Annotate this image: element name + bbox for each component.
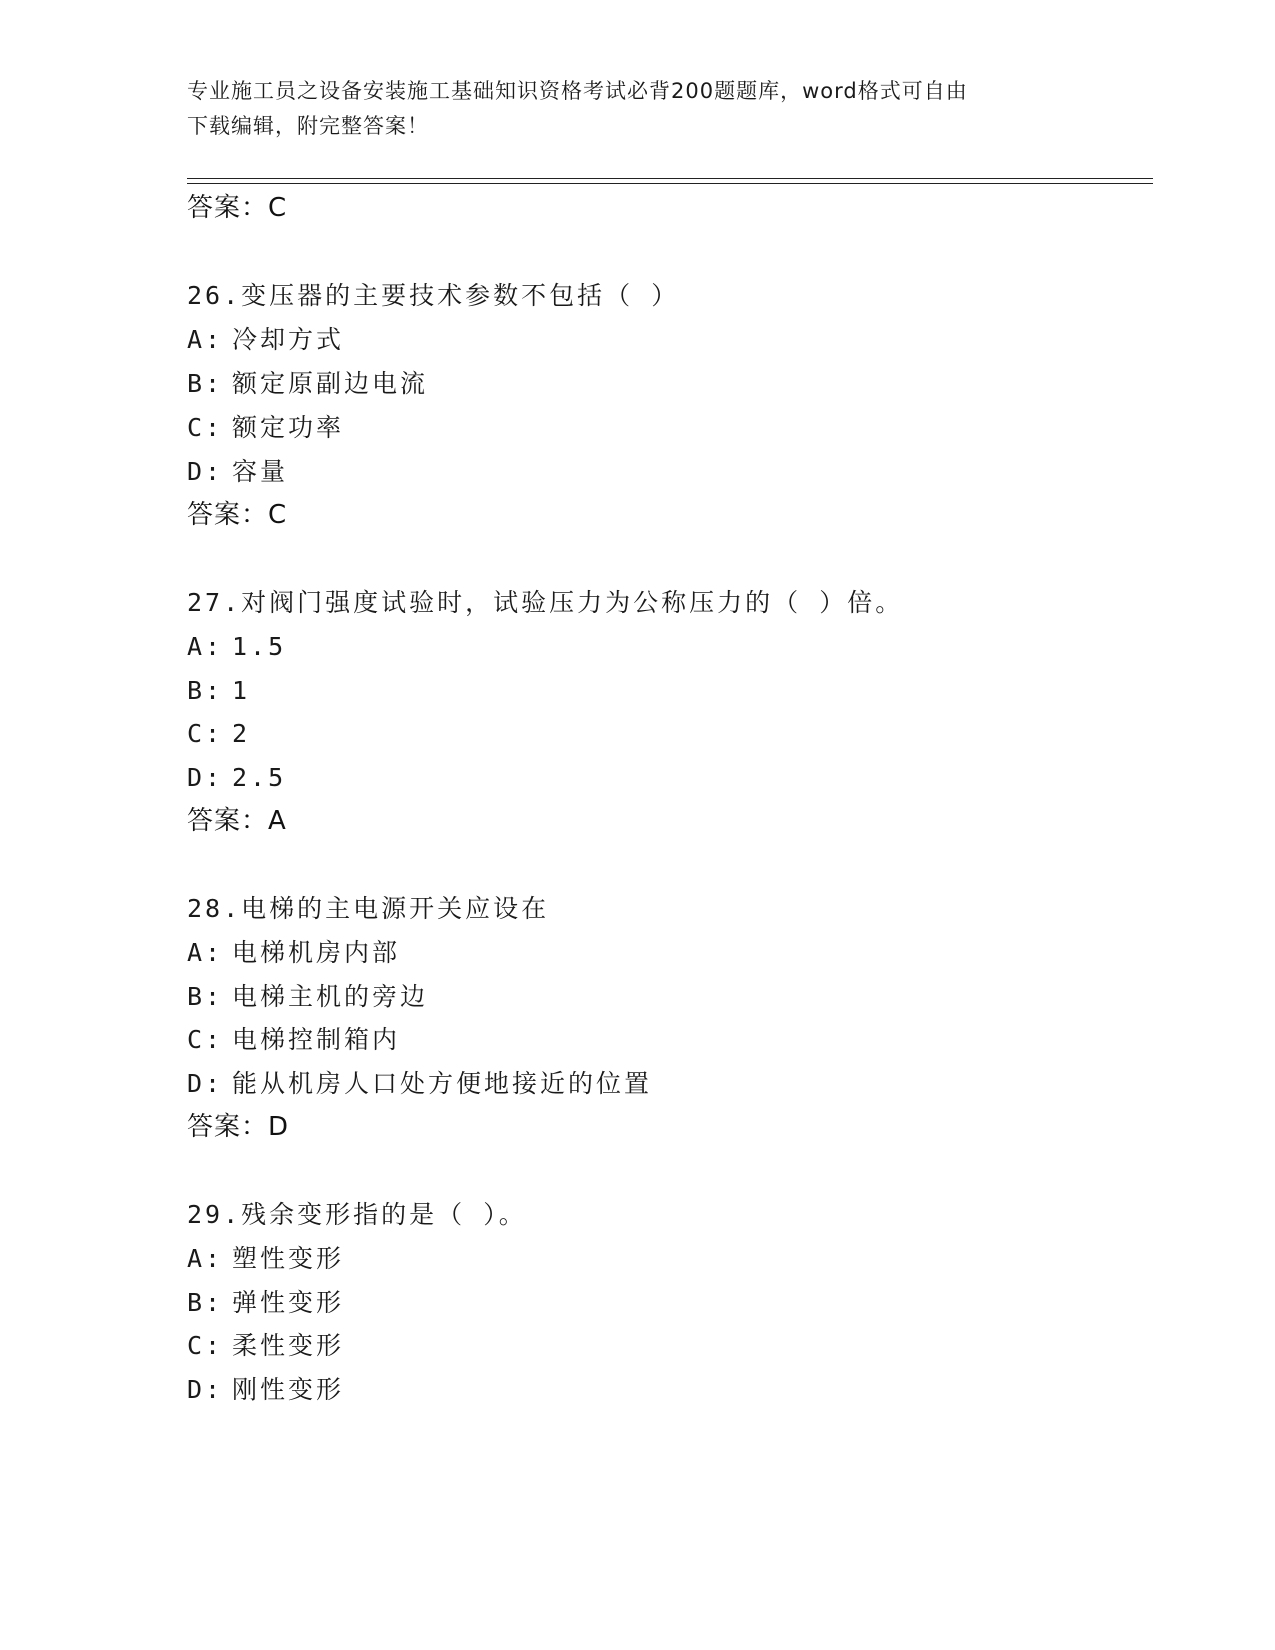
option-key: D: xyxy=(187,1069,224,1098)
header-line-2: 下载编辑，附完整答案！ xyxy=(187,114,429,138)
option-b xyxy=(187,982,428,1012)
option-text: 容量 xyxy=(232,457,289,486)
option-a xyxy=(187,938,400,968)
option-text: 电梯机房内部 xyxy=(232,938,401,967)
question-stem: 26.变压器的主要技术参数不包括（ ） xyxy=(187,281,680,310)
option-b xyxy=(187,676,250,706)
option-c xyxy=(187,1025,400,1055)
option-c xyxy=(187,413,344,443)
option-text: 弹性变形 xyxy=(232,1288,345,1317)
option-key: C: xyxy=(187,1025,224,1054)
answer-line: 答案：C xyxy=(187,500,288,530)
option-text: 1 xyxy=(232,676,251,705)
option-b xyxy=(187,369,428,399)
option-text: 能从机房人口处方便地接近的位置 xyxy=(232,1069,653,1098)
question-stem: 28.电梯的主电源开关应设在 xyxy=(187,894,550,923)
option-b xyxy=(187,1288,344,1318)
option-c xyxy=(187,1331,344,1361)
option-key: B: xyxy=(187,982,224,1011)
option-text: 额定原副边电流 xyxy=(232,369,429,398)
option-text: 2 xyxy=(232,719,251,748)
header-rule-top xyxy=(187,178,1153,179)
option-text: 塑性变形 xyxy=(232,1244,345,1273)
option-key: C: xyxy=(187,719,224,748)
option-key: D: xyxy=(187,1375,224,1404)
option-text: 刚性变形 xyxy=(232,1375,345,1404)
option-d xyxy=(187,1375,344,1405)
option-key: A: xyxy=(187,1244,224,1273)
option-key: B: xyxy=(187,1288,224,1317)
header-rule-bottom xyxy=(187,183,1153,184)
option-key: B: xyxy=(187,676,224,705)
document-header xyxy=(187,74,1087,144)
answer-line: 答案：D xyxy=(187,1112,290,1142)
option-text: 1.5 xyxy=(232,632,287,661)
option-a xyxy=(187,632,286,662)
option-key: C: xyxy=(187,1331,224,1360)
option-key: B: xyxy=(187,369,224,398)
option-a xyxy=(187,1244,344,1274)
option-text: 电梯控制箱内 xyxy=(232,1025,401,1054)
option-key: D: xyxy=(187,457,224,486)
option-text: 电梯主机的旁边 xyxy=(232,982,429,1011)
option-d xyxy=(187,457,288,487)
header-line-1: 专业施工员之设备安装施工基础知识资格考试必背200题题库，word格式可自由 xyxy=(187,79,968,103)
option-text: 2.5 xyxy=(232,763,287,792)
option-text: 额定功率 xyxy=(232,413,345,442)
option-key: C: xyxy=(187,413,224,442)
option-d xyxy=(187,1069,652,1099)
option-text: 冷却方式 xyxy=(232,325,345,354)
option-key: A: xyxy=(187,938,224,967)
answer-line: 答案：A xyxy=(187,806,287,836)
option-d xyxy=(187,763,286,793)
question-stem: 27.对阀门强度试验时，试验压力为公称压力的（ ）倍。 xyxy=(187,588,904,617)
option-c xyxy=(187,719,250,749)
question-stem: 29.残余变形指的是（ ）。 xyxy=(187,1200,527,1229)
option-key: A: xyxy=(187,632,224,661)
option-key: D: xyxy=(187,763,224,792)
option-text: 柔性变形 xyxy=(232,1331,345,1360)
option-a xyxy=(187,325,344,355)
answer-line: 答案：C xyxy=(187,193,288,223)
option-key: A: xyxy=(187,325,224,354)
